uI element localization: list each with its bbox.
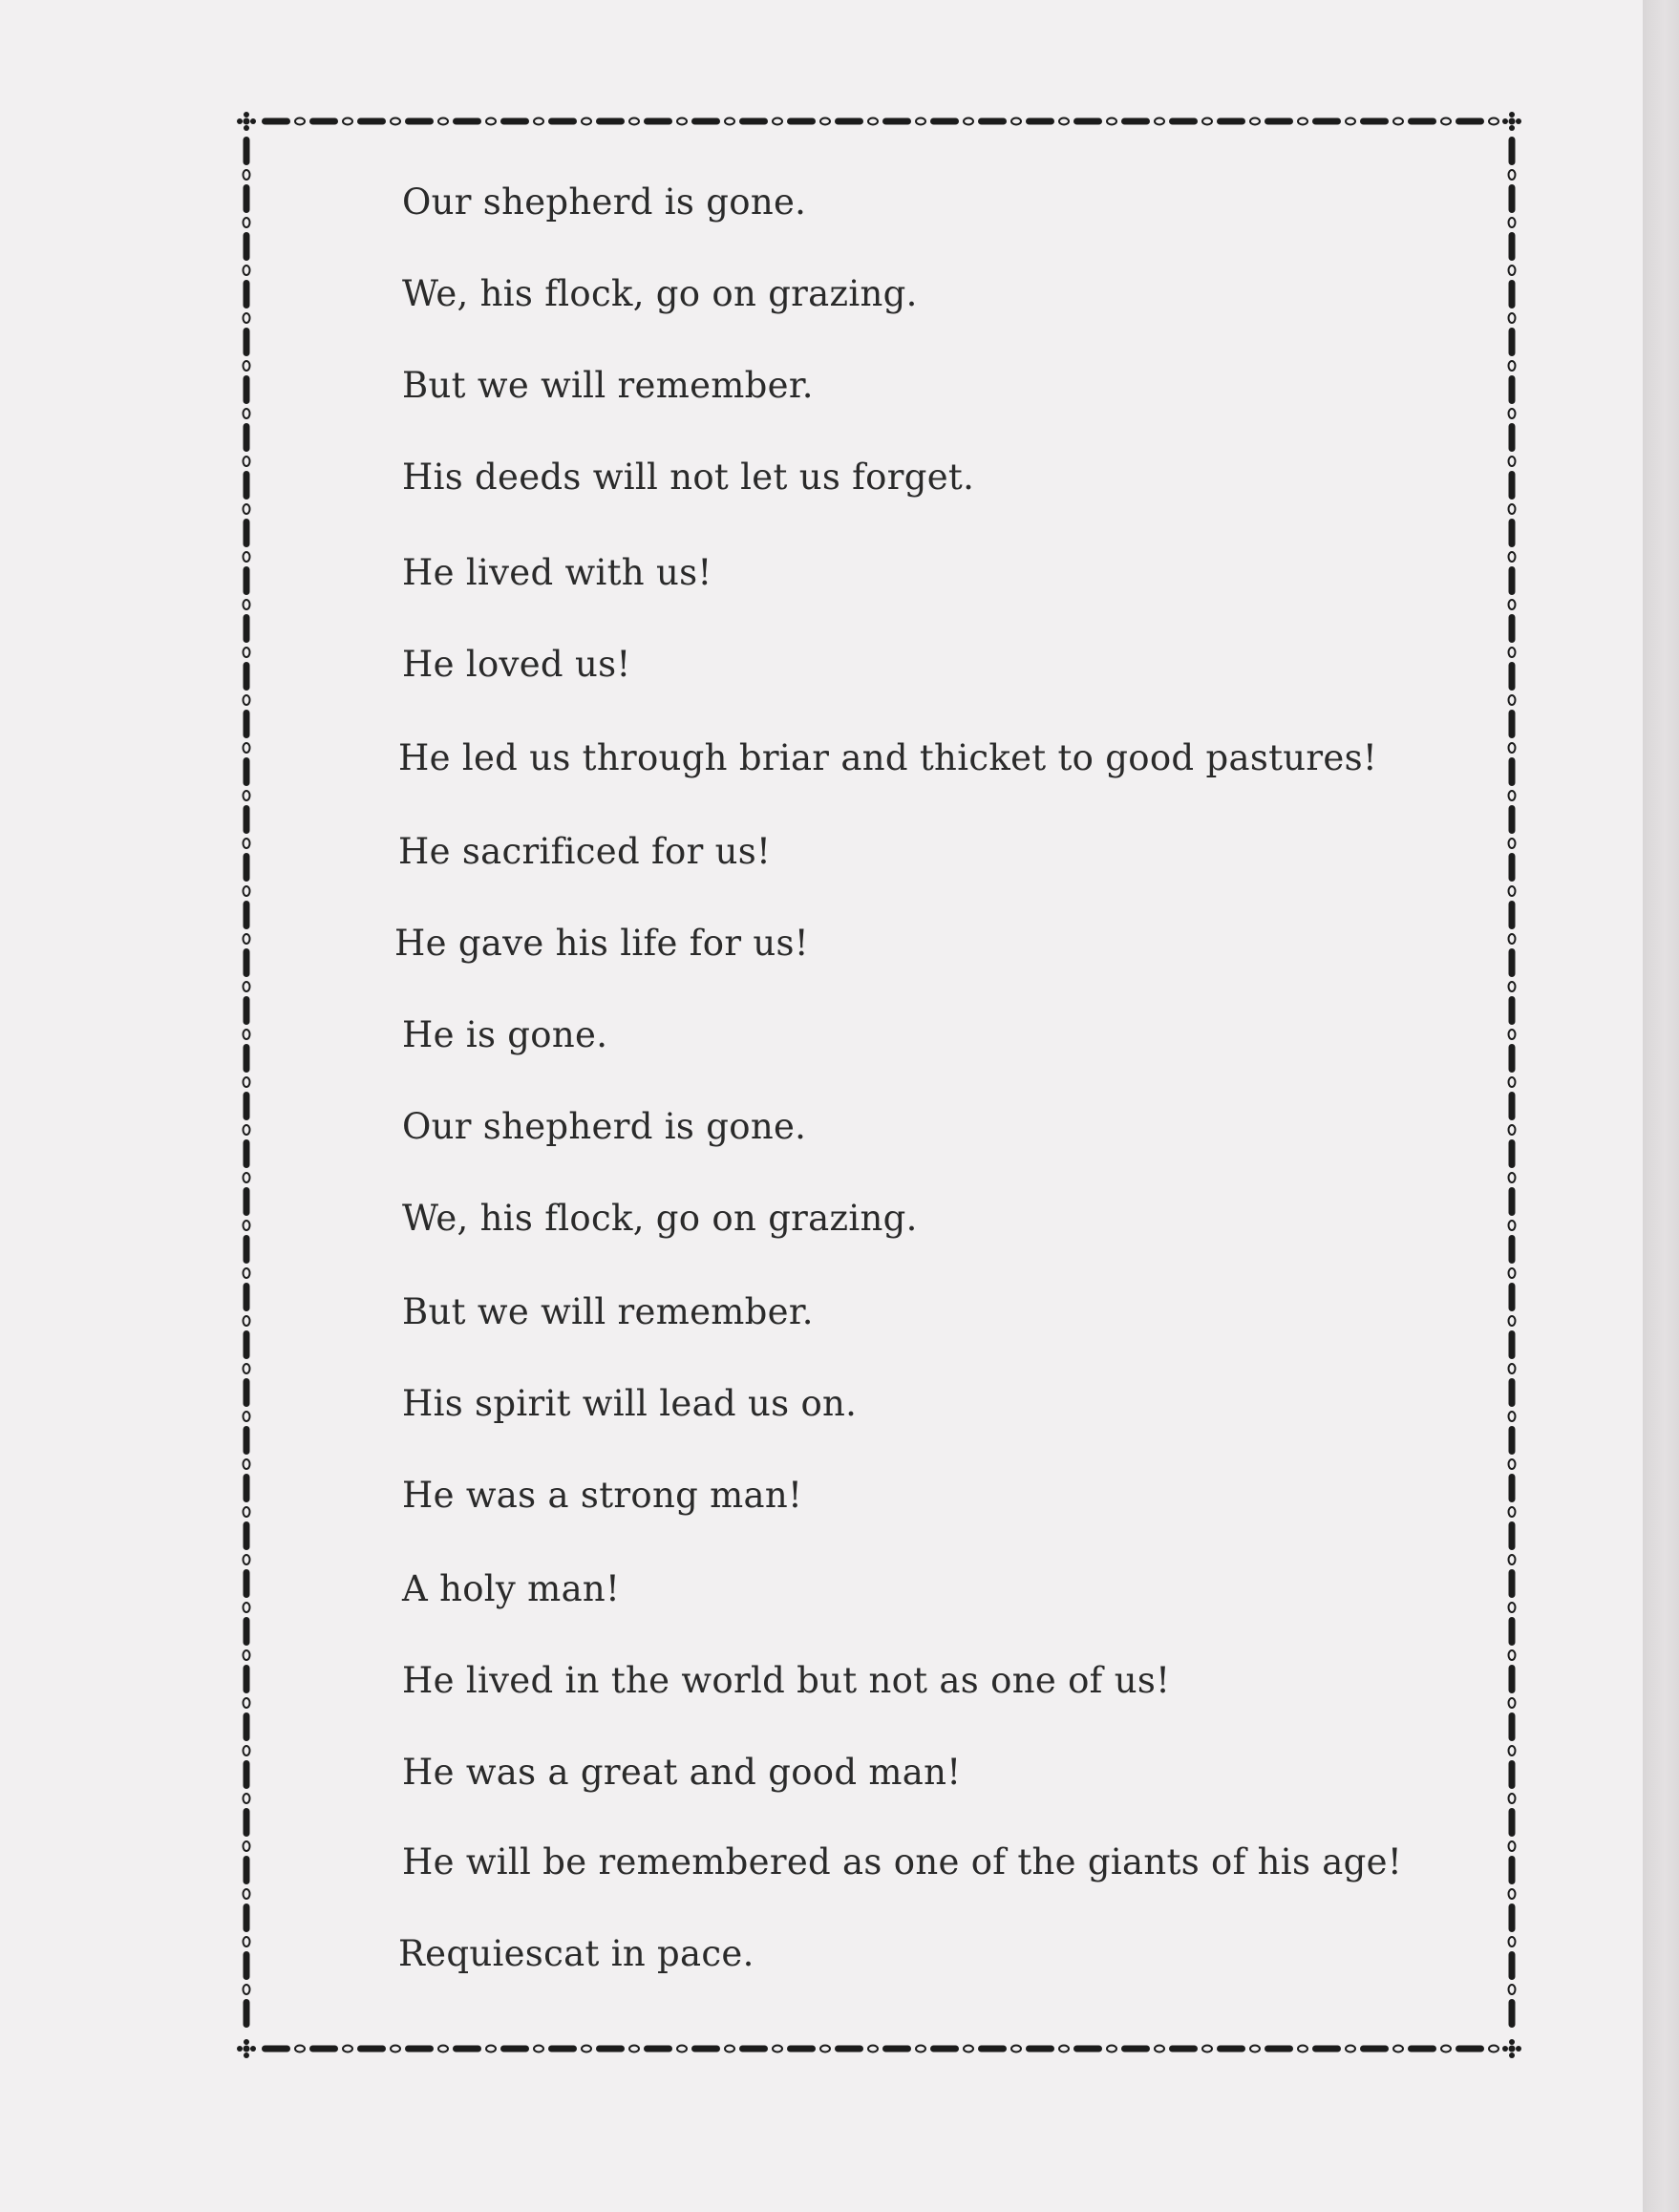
poem-line-6: He loved us!	[402, 644, 631, 685]
poem-line-14: His spirit will lead us on.	[402, 1383, 858, 1424]
poem-line-13: But we will remember.	[402, 1291, 814, 1332]
poem-line-8: He sacrificed for us!	[398, 831, 772, 872]
poem-line-12: We, his flock, go on grazing.	[402, 1198, 918, 1239]
poem-line-1: Our shepherd is gone.	[402, 181, 807, 223]
poem-line-3: But we will remember.	[402, 365, 814, 406]
poem-line-5: He lived with us!	[402, 552, 712, 593]
poem-line-7: He led us through briar and thicket to good pastures!	[398, 737, 1378, 778]
poem-line-20: Requiescat in pace.	[398, 1933, 754, 1974]
poem-line-10: He is gone.	[402, 1014, 608, 1055]
poem-line-11: Our shepherd is gone.	[402, 1106, 807, 1147]
poem-line-2: We, his flock, go on grazing.	[402, 273, 918, 314]
poem-line-16: A holy man!	[402, 1568, 621, 1609]
poem-line-19: He will be remembered as one of the giants of his age!	[402, 1841, 1402, 1882]
poem-line-18: He was a great and good man!	[402, 1752, 962, 1793]
poem-line-4: His deeds will not let us forget.	[402, 457, 975, 498]
poem-line-9: He gave his life for us!	[394, 923, 809, 964]
poem-line-17: He lived in the world but not as one of us!	[402, 1660, 1171, 1701]
poem-line-15: He was a strong man!	[402, 1475, 803, 1516]
